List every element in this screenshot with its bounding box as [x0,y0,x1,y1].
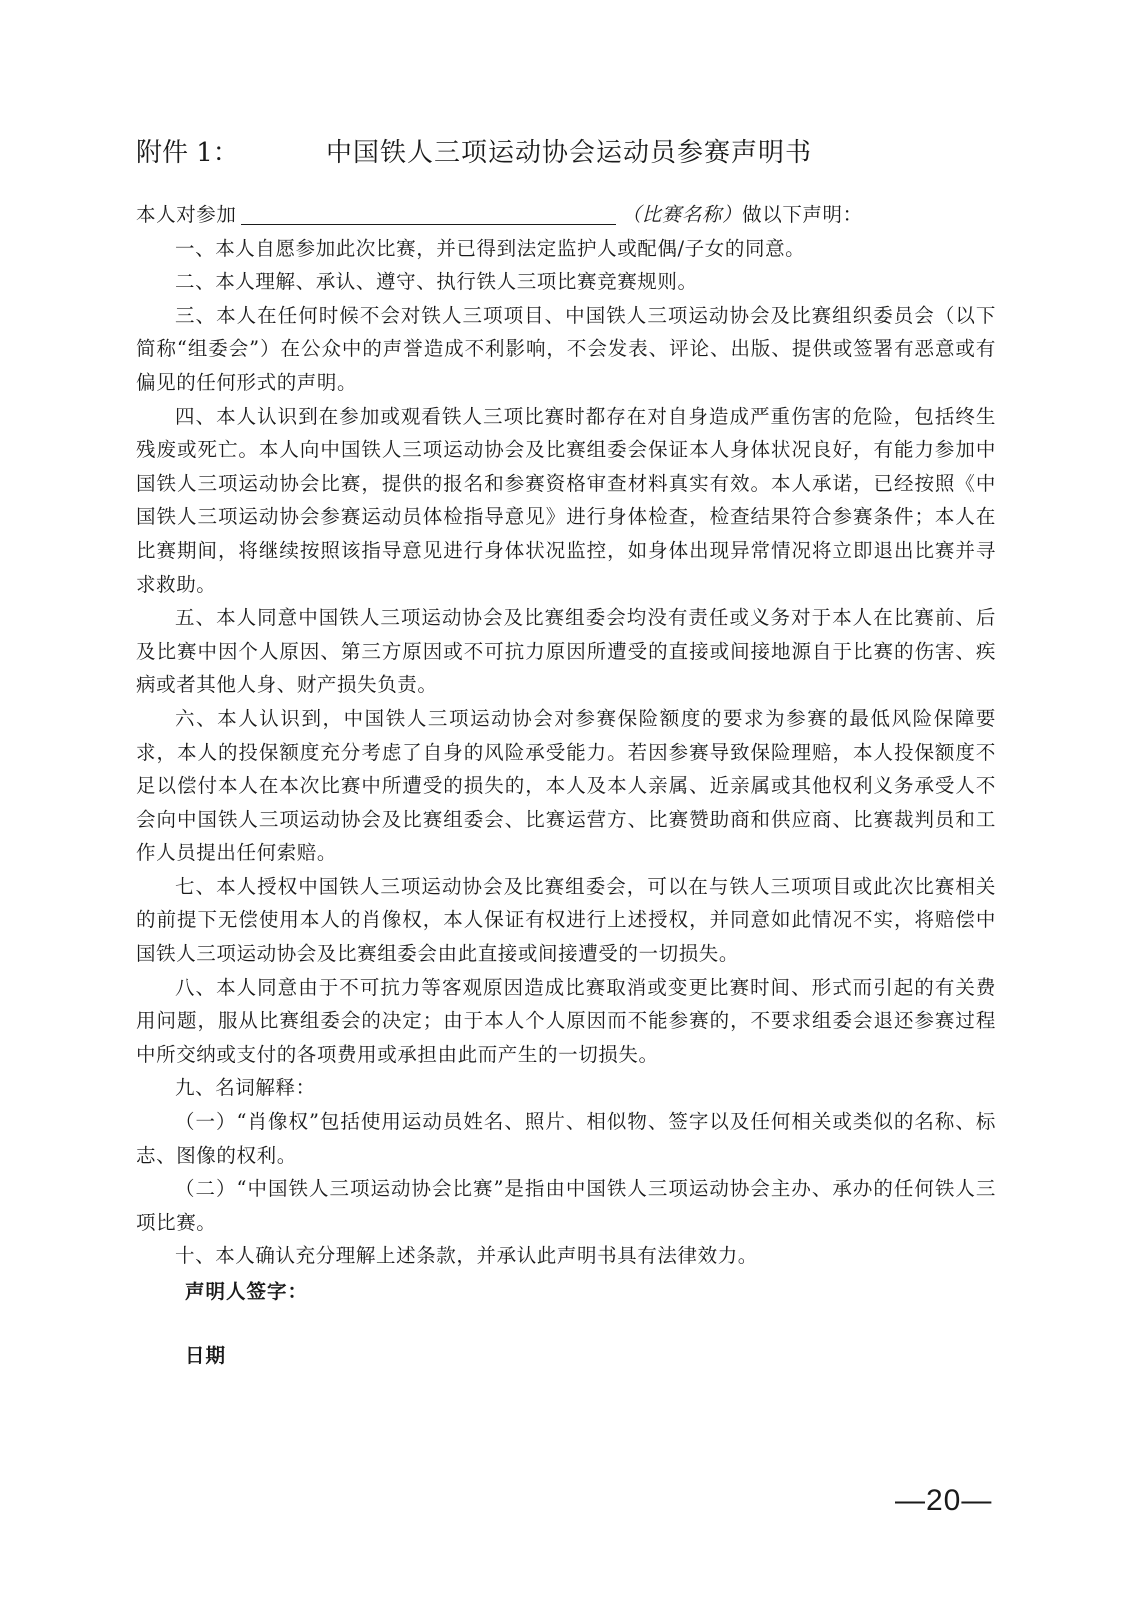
competition-name-hint: （比赛名称） [621,203,743,226]
intro-suffix: 做以下声明： [742,203,863,226]
clause-5: 五、本人同意中国铁人三项运动协会及比赛组委会均没有责任或义务对于本人在比赛前、后及比赛中因个人原因、第三方原因或不可抗力原因所遭受的直接或间接地源自于比赛的伤害、疾病或者其他人身、财产损失负责。 [136,606,996,697]
competition-name-blank[interactable] [241,202,616,225]
clause-4: 四、本人认识到在参加或观看铁人三项比赛时都存在对自身造成严重伤害的危险，包括终生残废或死亡。本人向中国铁人三项运动协会及比赛组委会保证本人身体状况良好，有能力参加中国铁人三项运动协会比赛，提供的报名和参赛资格审查材料真实有效。本人承诺，已经按照《中国铁人三项运动协会参赛运动员体检指导意见》进行身体检查，检查结果符合参赛条件；本人在比赛期间，将继续按照该指导意见进行身体状况监控，如身体出现异常情况将立即退出比赛并寻求救助。 [136,404,996,596]
document-title: 中国铁人三项运动协会运动员参赛声明书 [326,138,813,168]
clause-9: 九、名词解释： [175,1076,316,1100]
clause-10: 十、本人确认充分理解上述条款，并承认此声明书具有法律效力。 [175,1244,758,1268]
clause-2: 二、本人理解、承认、遵守、执行铁人三项比赛竞赛规则。 [175,270,698,294]
declaration-body [136,198,996,1273]
clause-7: 七、本人授权中国铁人三项运动协会及比赛组委会，可以在与铁人三项项目或此次比赛相关的前提下无偿使用本人的肖像权，本人保证有权进行上述授权，并同意如此情况不实，将赔偿中国铁人三项运动协会及比赛组委会由此直接或间接遭受的一切损失。 [136,874,996,966]
clause-9-2: （二）“中国铁人三项运动协会比赛”是指由中国铁人三项运动协会主办、承办的任何铁人三项比赛。 [136,1177,996,1234]
clause-3: 三、本人在任何时候不会对铁人三项项目、中国铁人三项运动协会及比赛组织委员会（以下简称“组委会”）在公众中的声誉造成不利影响，不会发表、评论、出版、提供或签署有恶意或有偏见的任何形式的声明。 [136,303,996,394]
clause-1: 一、本人自愿参加此次比赛，并已得到法定监护人或配偶/子女的同意。 [175,236,806,260]
attachment-label: 附件 1： [136,138,239,168]
date-label: 日期 [185,1344,227,1367]
document-heading [136,133,995,173]
intro-line [136,198,996,232]
page-number: —20— [895,1484,993,1517]
signer-label: 声明人签字： [185,1280,309,1303]
intro-prefix: 本人对参加 [136,203,237,226]
clause-9-1: （一）“肖像权”包括使用运动员姓名、照片、相似物、签字以及任何相关或类似的名称、标志、图像的权利。 [136,1110,996,1167]
clause-8: 八、本人同意由于不可抗力等客观原因造成比赛取消或变更比赛时间、形式而引起的有关费用问题，服从比赛组委会的决定；由于本人个人原因而不能参赛的，不要求组委会退还参赛过程中所交纳或支付的各项费用或承担由此而产生的一切损失。 [136,975,996,1066]
clause-6: 六、本人认识到，中国铁人三项运动协会对参赛保险额度的要求为参赛的最低风险保障要求，本人的投保额度充分考虑了自身的风险承受能力。若因参赛导致保险理赔，本人投保额度不足以偿付本人在本次比赛中所遭受的损失的，本人及本人亲属、近亲属或其他权利义务承受人不会向中国铁人三项运动协会及比赛组委会、比赛运营方、比赛赞助商和供应商、比赛裁判员和工作人员提出任何索赔。 [136,706,996,865]
